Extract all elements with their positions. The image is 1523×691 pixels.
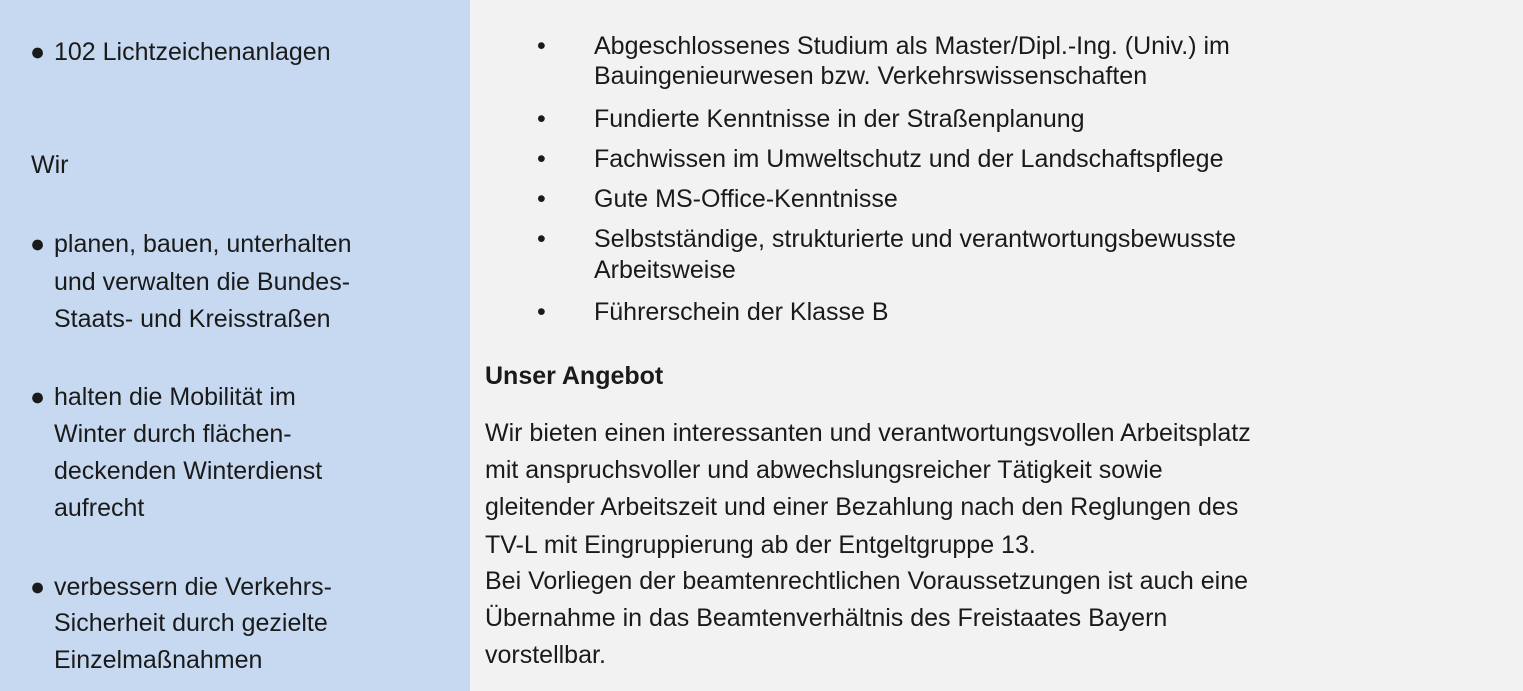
offer-line: mit anspruchsvoller und abwechslungsreicher Tätigkeit sowie [485, 456, 1163, 484]
offer-line: Bei Vorliegen der beamtenrechtlichen Voraussetzungen ist auch eine [485, 567, 1249, 595]
bullet-dot: ● [30, 38, 46, 66]
requirement-line: Arbeitsweise [594, 256, 736, 284]
right-column [470, 0, 1523, 691]
requirement-line: Fachwissen im Umweltschutz und der Landschaftspflege [594, 145, 1224, 173]
left-item-4-line: Sicherheit durch gezielte [54, 609, 328, 637]
bullet-dot: • [537, 185, 546, 213]
left-item-4-line: verbessern die Verkehrs- [54, 573, 332, 601]
bullet-dot: • [537, 105, 546, 133]
left-item-4-line: Einzelmaßnahmen [54, 646, 263, 674]
left-item-2-line: planen, bauen, unterhalten [54, 230, 352, 258]
left-item-3-line: deckenden Winterdienst [54, 457, 323, 485]
left-item-3-line: halten die Mobilität im [54, 383, 296, 411]
left-item-3-line: Winter durch flächen- [54, 420, 292, 448]
left-wir-label: Wir [31, 151, 69, 179]
left-item-1: 102 Lichtzeichenanlagen [54, 38, 331, 66]
offer-line: Übernahme in das Beamtenverhältnis des Freistaates Bayern [485, 604, 1168, 632]
offer-line: vorstellbar. [485, 641, 606, 669]
offer-line: gleitender Arbeitszeit und einer Bezahlung nach den Reglungen des [485, 493, 1239, 521]
requirement-line: Fundierte Kenntnisse in der Straßenplanung [594, 105, 1085, 133]
bullet-dot: • [537, 145, 546, 173]
bullet-dot: ● [30, 383, 46, 411]
requirement-line: Gute MS-Office-Kenntnisse [594, 185, 898, 213]
left-column [0, 0, 470, 691]
bullet-dot: ● [30, 230, 46, 258]
offer-line: TV-L mit Eingruppierung ab der Entgeltgruppe 13. [485, 531, 1036, 559]
requirement-line: Abgeschlossenes Studium als Master/Dipl.-Ing. (Univ.) im [594, 32, 1230, 60]
requirement-line: Führerschein der Klasse B [594, 298, 889, 326]
offer-heading: Unser Angebot [485, 362, 664, 390]
left-item-2-line: Staats- und Kreisstraßen [54, 305, 331, 333]
left-item-3-line: aufrecht [54, 494, 145, 522]
requirement-line: Selbstständige, strukturierte und verantwortungsbewusste [594, 225, 1237, 253]
bullet-dot: • [537, 225, 546, 253]
left-item-2-line: und verwalten die Bundes- [54, 268, 351, 296]
offer-line: Wir bieten einen interessanten und verantwortungsvollen Arbeitsplatz [485, 419, 1251, 447]
bullet-dot: ● [30, 573, 46, 601]
requirement-line: Bauingenieurwesen bzw. Verkehrswissenschaften [594, 62, 1148, 90]
bullet-dot: • [537, 298, 546, 326]
bullet-dot: • [537, 32, 546, 60]
